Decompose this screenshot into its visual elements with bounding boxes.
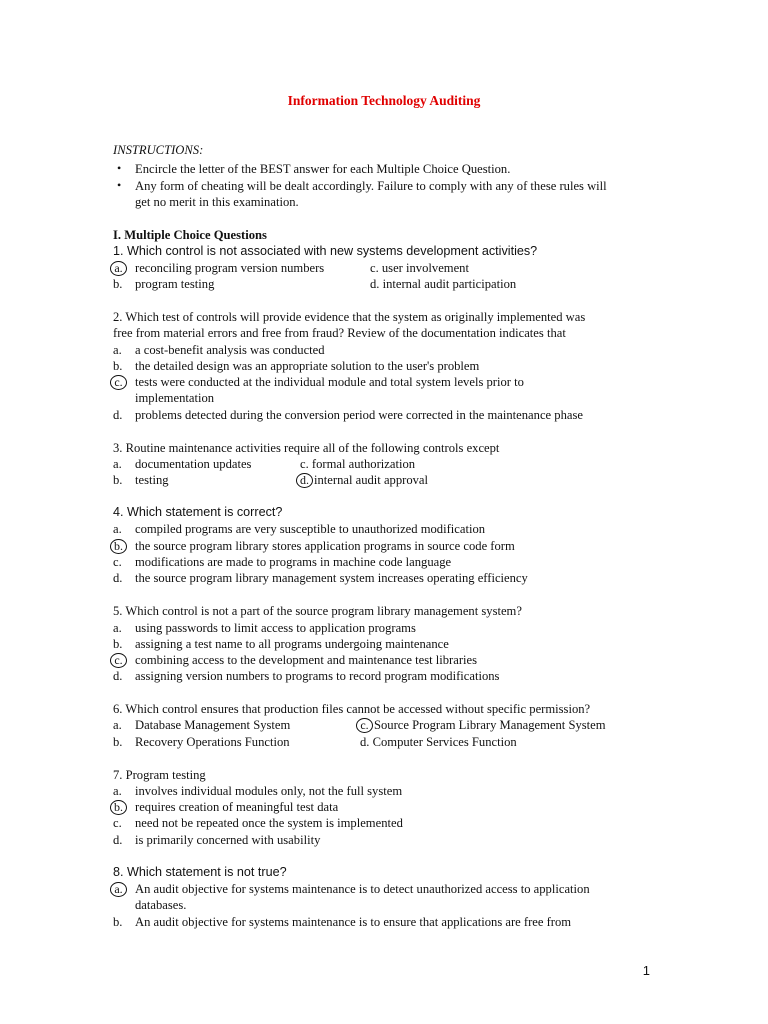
question-7: 7. Program testing	[113, 768, 206, 782]
option-text: requires creation of meaningful test data	[135, 800, 339, 814]
option-letter: d.	[113, 669, 123, 683]
option-text: the source program library management system increases operating efficiency	[135, 571, 528, 585]
option-letter: a.	[113, 522, 122, 536]
option-text: compiled programs are very susceptible to unauthorized modification	[135, 522, 486, 536]
option-letter: b.	[113, 473, 123, 487]
option-text: the detailed design was an appropriate solution to the user's problem	[135, 359, 480, 373]
option-text: need not be repeated once the system is implemented	[135, 816, 403, 830]
question-1: 1. Which control is not associated with new systems development activities?	[113, 244, 538, 258]
option-letter: b.	[113, 637, 123, 651]
question-8: 8. Which statement is not true?	[113, 865, 287, 879]
option-text: the source program library stores application programs in source code form	[135, 539, 515, 553]
document-title: Information Technology Auditing	[287, 93, 481, 108]
option-letter: c.	[113, 816, 122, 830]
option-text: Database Management System	[135, 718, 291, 732]
option: d. internal audit participation	[370, 277, 517, 291]
option-text: Recovery Operations Function	[135, 735, 290, 749]
answer-circle: a.	[110, 261, 127, 276]
bullet-icon: •	[117, 178, 122, 192]
option-letter: a.	[113, 784, 122, 798]
option-text: internal audit approval	[314, 473, 429, 487]
answer-circle: c.	[110, 375, 127, 390]
bullet-icon: •	[117, 161, 122, 175]
answer-circle: c.	[356, 718, 373, 733]
option-text: program testing	[135, 277, 215, 291]
option-text: using passwords to limit access to application programs	[135, 621, 416, 635]
option-text: An audit objective for systems maintenance is to ensure that applications are free from	[135, 915, 572, 929]
answer-circle: c.	[110, 653, 127, 668]
option-text: modifications are made to programs in machine code language	[135, 555, 452, 569]
question-3: 3. Routine maintenance activities require all of the following controls except	[113, 441, 500, 455]
option-text-continued: databases.	[135, 898, 187, 912]
answer-circle: d.	[296, 473, 313, 488]
option: c. user involvement	[370, 261, 469, 275]
question-6: 6. Which control ensures that production files cannot be accessed without specific permission?	[113, 702, 591, 716]
option-text: a cost-benefit analysis was conducted	[135, 343, 325, 357]
instruction-item: Any form of cheating will be dealt accordingly. Failure to comply with any of these rules will	[135, 179, 607, 193]
option-text: reconciling program version numbers	[135, 261, 325, 275]
option: d. Computer Services Function	[360, 735, 517, 749]
option: c. formal authorization	[300, 457, 416, 471]
option-text: documentation updates	[135, 457, 252, 471]
question-2-continued: free from material errors and free from fraud? Review of the documentation indicates that	[113, 326, 566, 340]
instructions-heading: INSTRUCTIONS:	[113, 143, 204, 157]
option-letter: d.	[113, 408, 123, 422]
option-text: involves individual modules only, not the full system	[135, 784, 403, 798]
option-text: assigning a test name to all programs undergoing maintenance	[135, 637, 449, 651]
option-letter: d.	[113, 833, 123, 847]
option-text: combining access to the development and maintenance test libraries	[135, 653, 478, 667]
option-text: tests were conducted at the individual module and total system levels prior to	[135, 375, 524, 389]
option-text-continued: implementation	[135, 391, 215, 405]
section-heading: I. Multiple Choice Questions	[113, 228, 267, 242]
question-5: 5. Which control is not a part of the source program library management system?	[113, 604, 522, 618]
option-text: Source Program Library Management System	[374, 718, 606, 732]
instruction-item: Encircle the letter of the BEST answer for each Multiple Choice Question.	[135, 162, 511, 176]
option-letter: b.	[113, 915, 123, 929]
option-letter: a.	[113, 718, 122, 732]
option-letter: a.	[113, 343, 122, 357]
option-letter: b.	[113, 359, 123, 373]
option-letter: b.	[113, 277, 123, 291]
option-text: An audit objective for systems maintenance is to detect unauthorized access to application	[135, 882, 590, 896]
option-letter: c.	[113, 555, 122, 569]
option-text: testing	[135, 473, 169, 487]
answer-circle: a.	[110, 882, 127, 897]
option-text: is primarily concerned with usability	[135, 833, 321, 847]
option-letter: d.	[113, 571, 123, 585]
question-2: 2. Which test of controls will provide evidence that the system as originally implemented was	[113, 310, 586, 324]
instruction-item-continued: get no merit in this examination.	[135, 195, 299, 209]
option-letter: a.	[113, 457, 122, 471]
question-4: 4. Which statement is correct?	[113, 505, 283, 519]
option-letter: b.	[113, 735, 123, 749]
page-number: 1	[642, 963, 650, 978]
option-text: problems detected during the conversion period were corrected in the maintenance phase	[135, 408, 583, 422]
answer-circle: b.	[110, 539, 127, 554]
option-letter: a.	[113, 621, 122, 635]
answer-circle: b.	[110, 800, 127, 815]
option-text: assigning version numbers to programs to record program modifications	[135, 669, 500, 683]
